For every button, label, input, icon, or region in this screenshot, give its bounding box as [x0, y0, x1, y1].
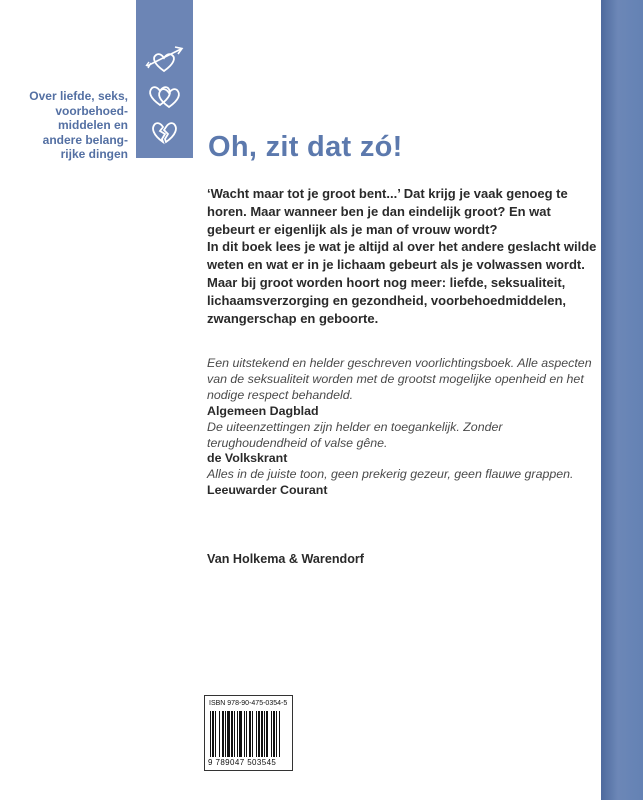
review-source: Algemeen Dagblad — [207, 403, 319, 418]
barcode-bar — [244, 711, 245, 757]
intro-text — [207, 185, 602, 327]
review-source: de Volkskrant — [207, 451, 288, 466]
barcode-box — [204, 695, 293, 771]
barcode-bar — [227, 711, 230, 757]
tagline-line: rijke dingen — [60, 147, 128, 162]
isbn-label: ISBN 978-90-475-0354-5 — [209, 700, 288, 707]
review-quote: De uiteenzettingen zijn helder en toegankelijk. Zonder terughoudendheid of valse gêne. — [207, 419, 503, 450]
icon-strip — [136, 0, 193, 158]
barcode-bar — [237, 711, 238, 757]
tagline-line: andere belang- — [42, 132, 128, 147]
barcode-bar — [222, 711, 224, 757]
tagline-line: middelen en — [57, 118, 128, 133]
intro-paragraph: In dit boek lees je wat je altijd al over het andere geslacht wilde weten en wat er in je lichaam gebeurt als je volwassen wordt. — [207, 239, 597, 273]
review-quote: Een uitstekend en helder geschreven voorlichtingsboek. Alle aspecten van de seksualiteit worden met de grootst mogelijke openheid en het nodige respect behandeld. — [207, 356, 592, 402]
review-source: Leeuwarder Courant — [207, 483, 328, 498]
review-quote: Alles in de juiste toon, geen prekerig gezeur, geen flauwe grappen. — [207, 467, 574, 482]
double-heart-icon — [144, 80, 184, 110]
barcode-bar — [261, 711, 263, 757]
barcode-bar — [239, 711, 242, 757]
tagline-line: Over liefde, seks, — [29, 89, 128, 103]
barcode-bar — [252, 711, 253, 757]
barcode-bar — [249, 711, 251, 757]
tagline — [0, 89, 128, 162]
press-reviews — [207, 356, 602, 499]
barcode-bar — [212, 711, 214, 757]
intro-paragraph: ‘Wacht maar tot je groot bent...’ Dat krijg je vaak genoeg te horen. Maar wanneer ben je dan eindelijk groot? En wat gebeurt er eigenlijk als je man of vrouw wordt? — [207, 186, 568, 237]
barcode-number: 9 789047 503545 — [208, 758, 277, 767]
barcode-bar — [279, 711, 280, 757]
barcode-bar — [231, 711, 233, 757]
barcode-bar — [273, 711, 275, 757]
barcode-bar — [264, 711, 265, 757]
publisher-name: Van Holkema & Warendorf — [207, 552, 364, 566]
heart-arrow-icon — [144, 44, 184, 74]
barcode-bars — [210, 711, 289, 757]
broken-heart-icon — [144, 115, 184, 145]
barcode-bar — [256, 711, 257, 757]
intro-paragraph: Maar bij groot worden hoort nog meer: liefde, seksualiteit, lichaamsverzorging en gezondheid, voorbehoedmiddelen, zwangerschap en geboorte. — [207, 274, 567, 326]
barcode-bar — [271, 711, 272, 757]
tagline-line: voorbehoed- — [55, 103, 128, 118]
barcode-bar — [219, 711, 220, 757]
barcode-bar — [266, 711, 268, 757]
barcode-bar — [225, 711, 226, 757]
book-title: Oh, zit dat zó! — [208, 131, 403, 163]
barcode-bar — [210, 711, 211, 757]
barcode-bar — [234, 711, 235, 757]
barcode-bar — [276, 711, 277, 757]
barcode-bar — [258, 711, 260, 757]
barcode-bar — [246, 711, 247, 757]
book-spine — [601, 0, 643, 800]
barcode-bar — [215, 711, 216, 757]
